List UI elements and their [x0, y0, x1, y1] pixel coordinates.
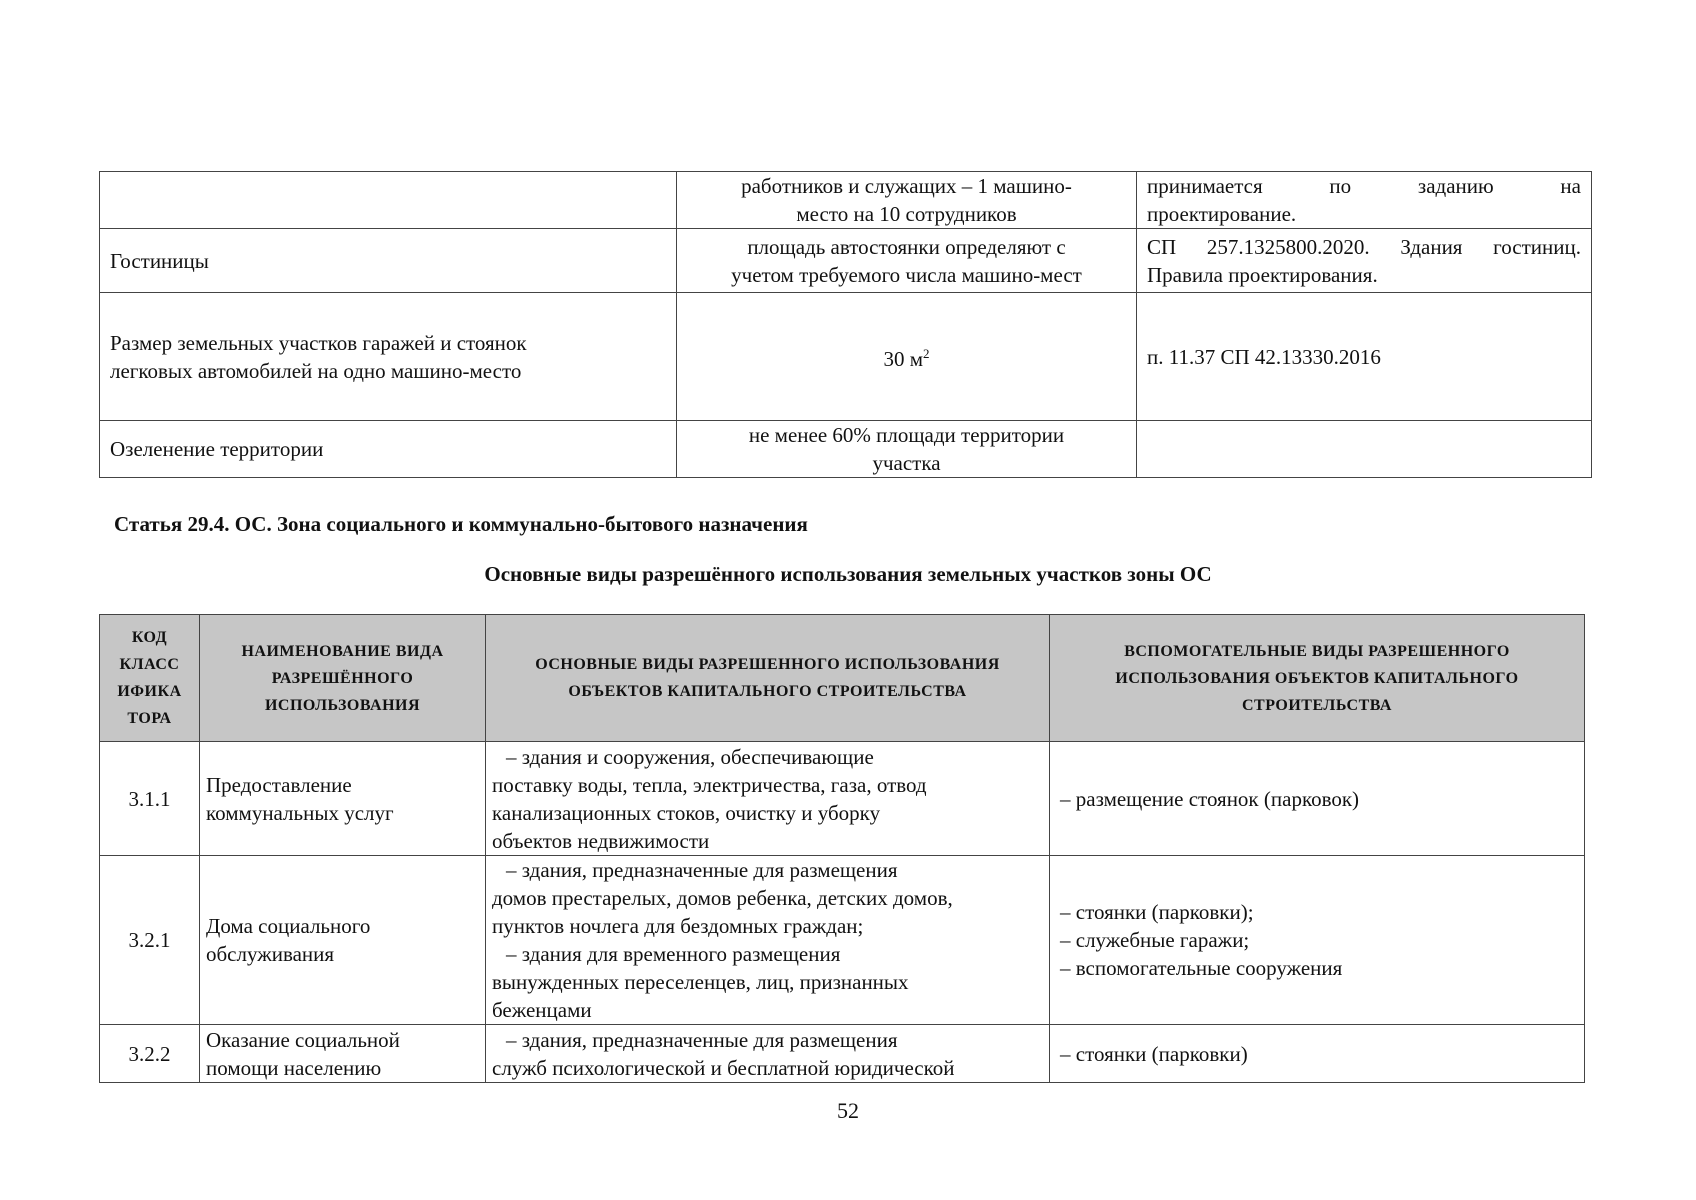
header-name — [200, 615, 486, 742]
norm-cell — [677, 293, 1137, 421]
row-name-cell — [100, 172, 677, 229]
header-line: КЛАСС — [119, 656, 180, 673]
source-cell — [1137, 229, 1592, 293]
source-line: принимается по заданию на — [1147, 174, 1581, 198]
name-line: легковых автомобилей на одно машино-место — [110, 358, 522, 383]
name-line: Дома социального — [206, 914, 371, 938]
norm-line: работников и служащих – 1 машино- — [741, 174, 1072, 198]
row-name-cell: Озеленение территории — [100, 421, 677, 478]
text-line: объектов недвижимости — [492, 828, 710, 853]
use-name — [200, 742, 486, 856]
norm-line: место на 10 сотрудников — [796, 202, 1017, 226]
header-main-uses — [486, 615, 1050, 742]
main-uses — [486, 742, 1050, 856]
text-line: – здания, предназначенные для размещения — [506, 858, 898, 882]
norm-line: не менее 60% площади территории — [748, 423, 1065, 447]
aux-uses — [1050, 856, 1585, 1025]
header-line: ИСПОЛЬЗОВАНИЯ — [264, 696, 421, 714]
row-name-cell: Гостиницы — [100, 229, 677, 293]
name-line: коммунальных услуг — [206, 800, 394, 825]
text-line: – размещение стоянок (парковок) — [1060, 786, 1360, 811]
text-line: – здания для временного размещения — [506, 942, 841, 966]
text-line: – стоянки (парковки); — [1060, 900, 1254, 924]
table-row — [100, 293, 1592, 421]
norm-cell — [677, 172, 1137, 229]
parking-norms-table — [99, 171, 1592, 478]
row-name-cell — [100, 293, 677, 421]
source-cell — [1137, 421, 1592, 478]
header-line: СТРОИТЕЛЬСТВА — [1242, 696, 1392, 714]
norm-line: учетом требуемого числа машино-мест — [731, 262, 1082, 287]
aux-uses — [1050, 742, 1585, 856]
header-line: КОД — [131, 629, 168, 646]
table-row — [100, 421, 1592, 478]
name-line: Предоставление — [206, 772, 352, 797]
source-line: Правила проектирования. — [1147, 262, 1378, 287]
text-line: домов престарелых, домов ребенка, детских домов, — [492, 886, 953, 910]
main-uses — [486, 856, 1050, 1025]
name-line: обслуживания — [206, 942, 335, 966]
text-line: пунктов ночлега для бездомных граждан; — [492, 914, 864, 938]
text-line: канализационных стоков, очистку и уборку — [492, 800, 881, 825]
header-line: РАЗРЕШЁННОГО — [271, 669, 414, 687]
table-row — [100, 1025, 1585, 1083]
table-row — [100, 229, 1592, 293]
classifier-code: 3.2.2 — [100, 1025, 200, 1083]
text-line: беженцами — [492, 998, 592, 1022]
table-title: Основные виды разрешённого использования земельных участков зоны ОС — [484, 562, 1212, 586]
text-line: служб психологической и бесплатной юридической — [492, 1055, 955, 1080]
header-line: НАИМЕНОВАНИЕ ВИДА — [241, 642, 444, 660]
header-code — [100, 615, 200, 742]
text-line: – вспомогательные сооружения — [1060, 956, 1343, 980]
header-line: ВСПОМОГАТЕЛЬНЫЕ ВИДЫ РАЗРЕШЕННОГО — [1124, 642, 1510, 660]
table-row — [100, 856, 1585, 1025]
classifier-code: 3.1.1 — [100, 742, 200, 856]
norm-line: площадь автостоянки определяют с — [747, 234, 1066, 259]
name-line: помощи населению — [206, 1055, 382, 1080]
norm-line: участка — [872, 451, 941, 475]
header-line: ИФИКА — [117, 683, 182, 700]
land-use-table — [99, 614, 1585, 1083]
text-line: – здания и сооружения, обеспечивающие — [506, 744, 874, 769]
norm-cell — [677, 421, 1137, 478]
text-line: поставку воды, тепла, электричества, газа, отвод — [492, 772, 927, 797]
header-line: ОБЪЕКТОВ КАПИТАЛЬНОГО СТРОИТЕЛЬСТВА — [568, 683, 967, 700]
header-aux-uses — [1050, 615, 1585, 742]
text-line: – служебные гаражи; — [1060, 928, 1250, 952]
text-line: – здания, предназначенные для размещения — [506, 1027, 898, 1052]
norm-superscript: 2 — [923, 346, 930, 361]
table-row — [100, 172, 1592, 229]
header-line: ОСНОВНЫЕ ВИДЫ РАЗРЕШЕННОГО ИСПОЛЬЗОВАНИЯ — [535, 656, 1000, 673]
header-line: ТОРА — [127, 710, 172, 727]
table-row — [100, 742, 1585, 856]
aux-uses — [1050, 1025, 1585, 1083]
text-line: – стоянки (парковки) — [1060, 1041, 1248, 1066]
main-uses — [486, 1025, 1050, 1083]
source-line: проектирование. — [1147, 202, 1297, 226]
header-line: ИСПОЛЬЗОВАНИЯ ОБЪЕКТОВ КАПИТАЛЬНОГО — [1115, 669, 1519, 687]
norm-value: 30 м — [883, 347, 924, 371]
norm-cell — [677, 229, 1137, 293]
use-name — [200, 856, 486, 1025]
source-line: СП 257.1325800.2020. Здания гостиниц. — [1147, 234, 1581, 259]
page-number: 52 — [837, 1098, 859, 1123]
name-line: Оказание социальной — [206, 1027, 400, 1052]
table-header-row — [100, 615, 1585, 742]
classifier-code: 3.2.1 — [100, 856, 200, 1025]
name-line: Размер земельных участков гаражей и стоянок — [110, 330, 527, 355]
source-cell: п. 11.37 СП 42.13330.2016 — [1137, 293, 1592, 421]
source-cell — [1137, 172, 1592, 229]
text-line: вынужденных переселенцев, лиц, признанных — [492, 970, 909, 994]
use-name — [200, 1025, 486, 1083]
article-title: Статья 29.4. ОС. Зона социального и коммунально-бытового назначения — [114, 512, 808, 536]
